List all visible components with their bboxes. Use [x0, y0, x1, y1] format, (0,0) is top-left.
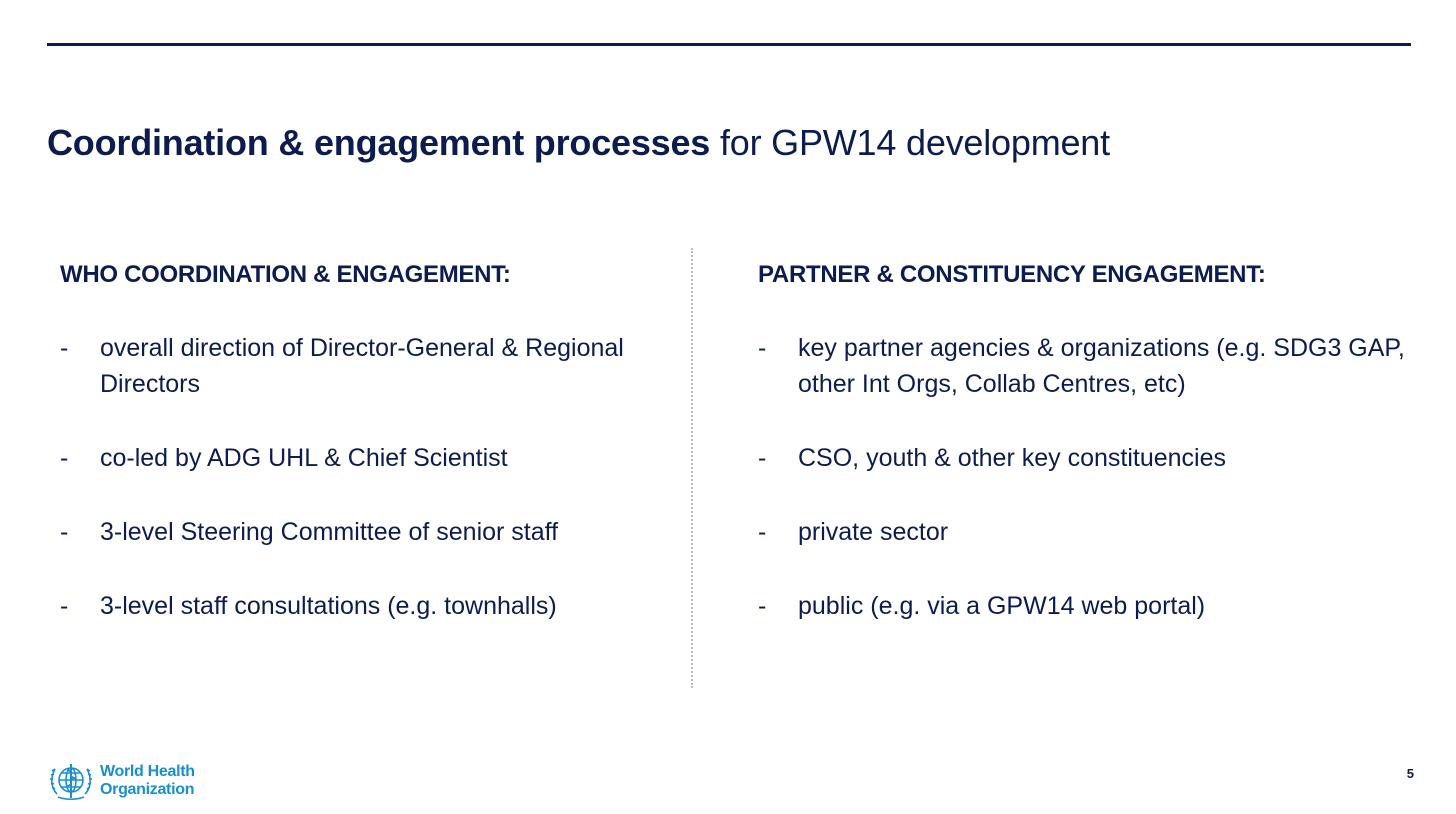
bullet-dash: - [758, 444, 767, 472]
list-item [60, 330, 680, 402]
bullet-dash: - [60, 334, 69, 362]
list-item-text: co-led by ADG UHL & Chief Scientist [100, 444, 508, 472]
who-logo-text [100, 763, 195, 799]
list-item-text: key partner agencies & organizations (e.g. SDG3 GAP, other Int Orgs, Collab Centres, etc) [798, 334, 1405, 398]
list-item-text: public (e.g. via a GPW14 web portal) [798, 592, 1206, 620]
list-item [758, 330, 1408, 402]
list-item-text: private sector [798, 518, 949, 546]
list-item [60, 588, 680, 624]
bullet-dash: - [758, 334, 767, 362]
list-item [758, 514, 1408, 550]
bullet-dash: - [758, 592, 767, 620]
slide-title-rest: for GPW14 development [710, 122, 1110, 163]
partner-engagement-heading: PARTNER & CONSTITUENCY ENGAGEMENT: [758, 261, 1266, 288]
list-item [758, 588, 1408, 624]
list-item [60, 514, 680, 550]
who-coordination-column [60, 256, 680, 662]
who-logo-line1: World Health [100, 763, 195, 780]
list-item-text: 3-level staff consultations (e.g. townhalls) [100, 592, 557, 620]
page-number: 5 [1406, 766, 1414, 781]
who-emblem-icon [46, 756, 96, 806]
slide-title-bold: Coordination & engagement processes [47, 122, 711, 163]
bullet-dash: - [60, 444, 69, 472]
list-item-text: CSO, youth & other key constituencies [798, 444, 1226, 472]
partner-engagement-list [758, 330, 1408, 624]
who-coordination-list [60, 330, 680, 624]
slide-title [47, 118, 1110, 168]
list-item [758, 440, 1408, 476]
who-logo [46, 756, 195, 806]
list-item-text: overall direction of Director-General & Regional Directors [100, 334, 624, 398]
bullet-dash: - [758, 518, 767, 546]
list-item-text: 3-level Steering Committee of senior staff [100, 518, 559, 546]
bullet-dash: - [60, 518, 69, 546]
partner-engagement-column [758, 256, 1408, 662]
who-logo-line2: Organization [100, 781, 195, 798]
list-item [60, 440, 680, 476]
who-coordination-heading: WHO COORDINATION & ENGAGEMENT: [60, 261, 511, 288]
bullet-dash: - [60, 592, 69, 620]
column-divider [691, 248, 693, 688]
top-rule [47, 43, 1411, 46]
